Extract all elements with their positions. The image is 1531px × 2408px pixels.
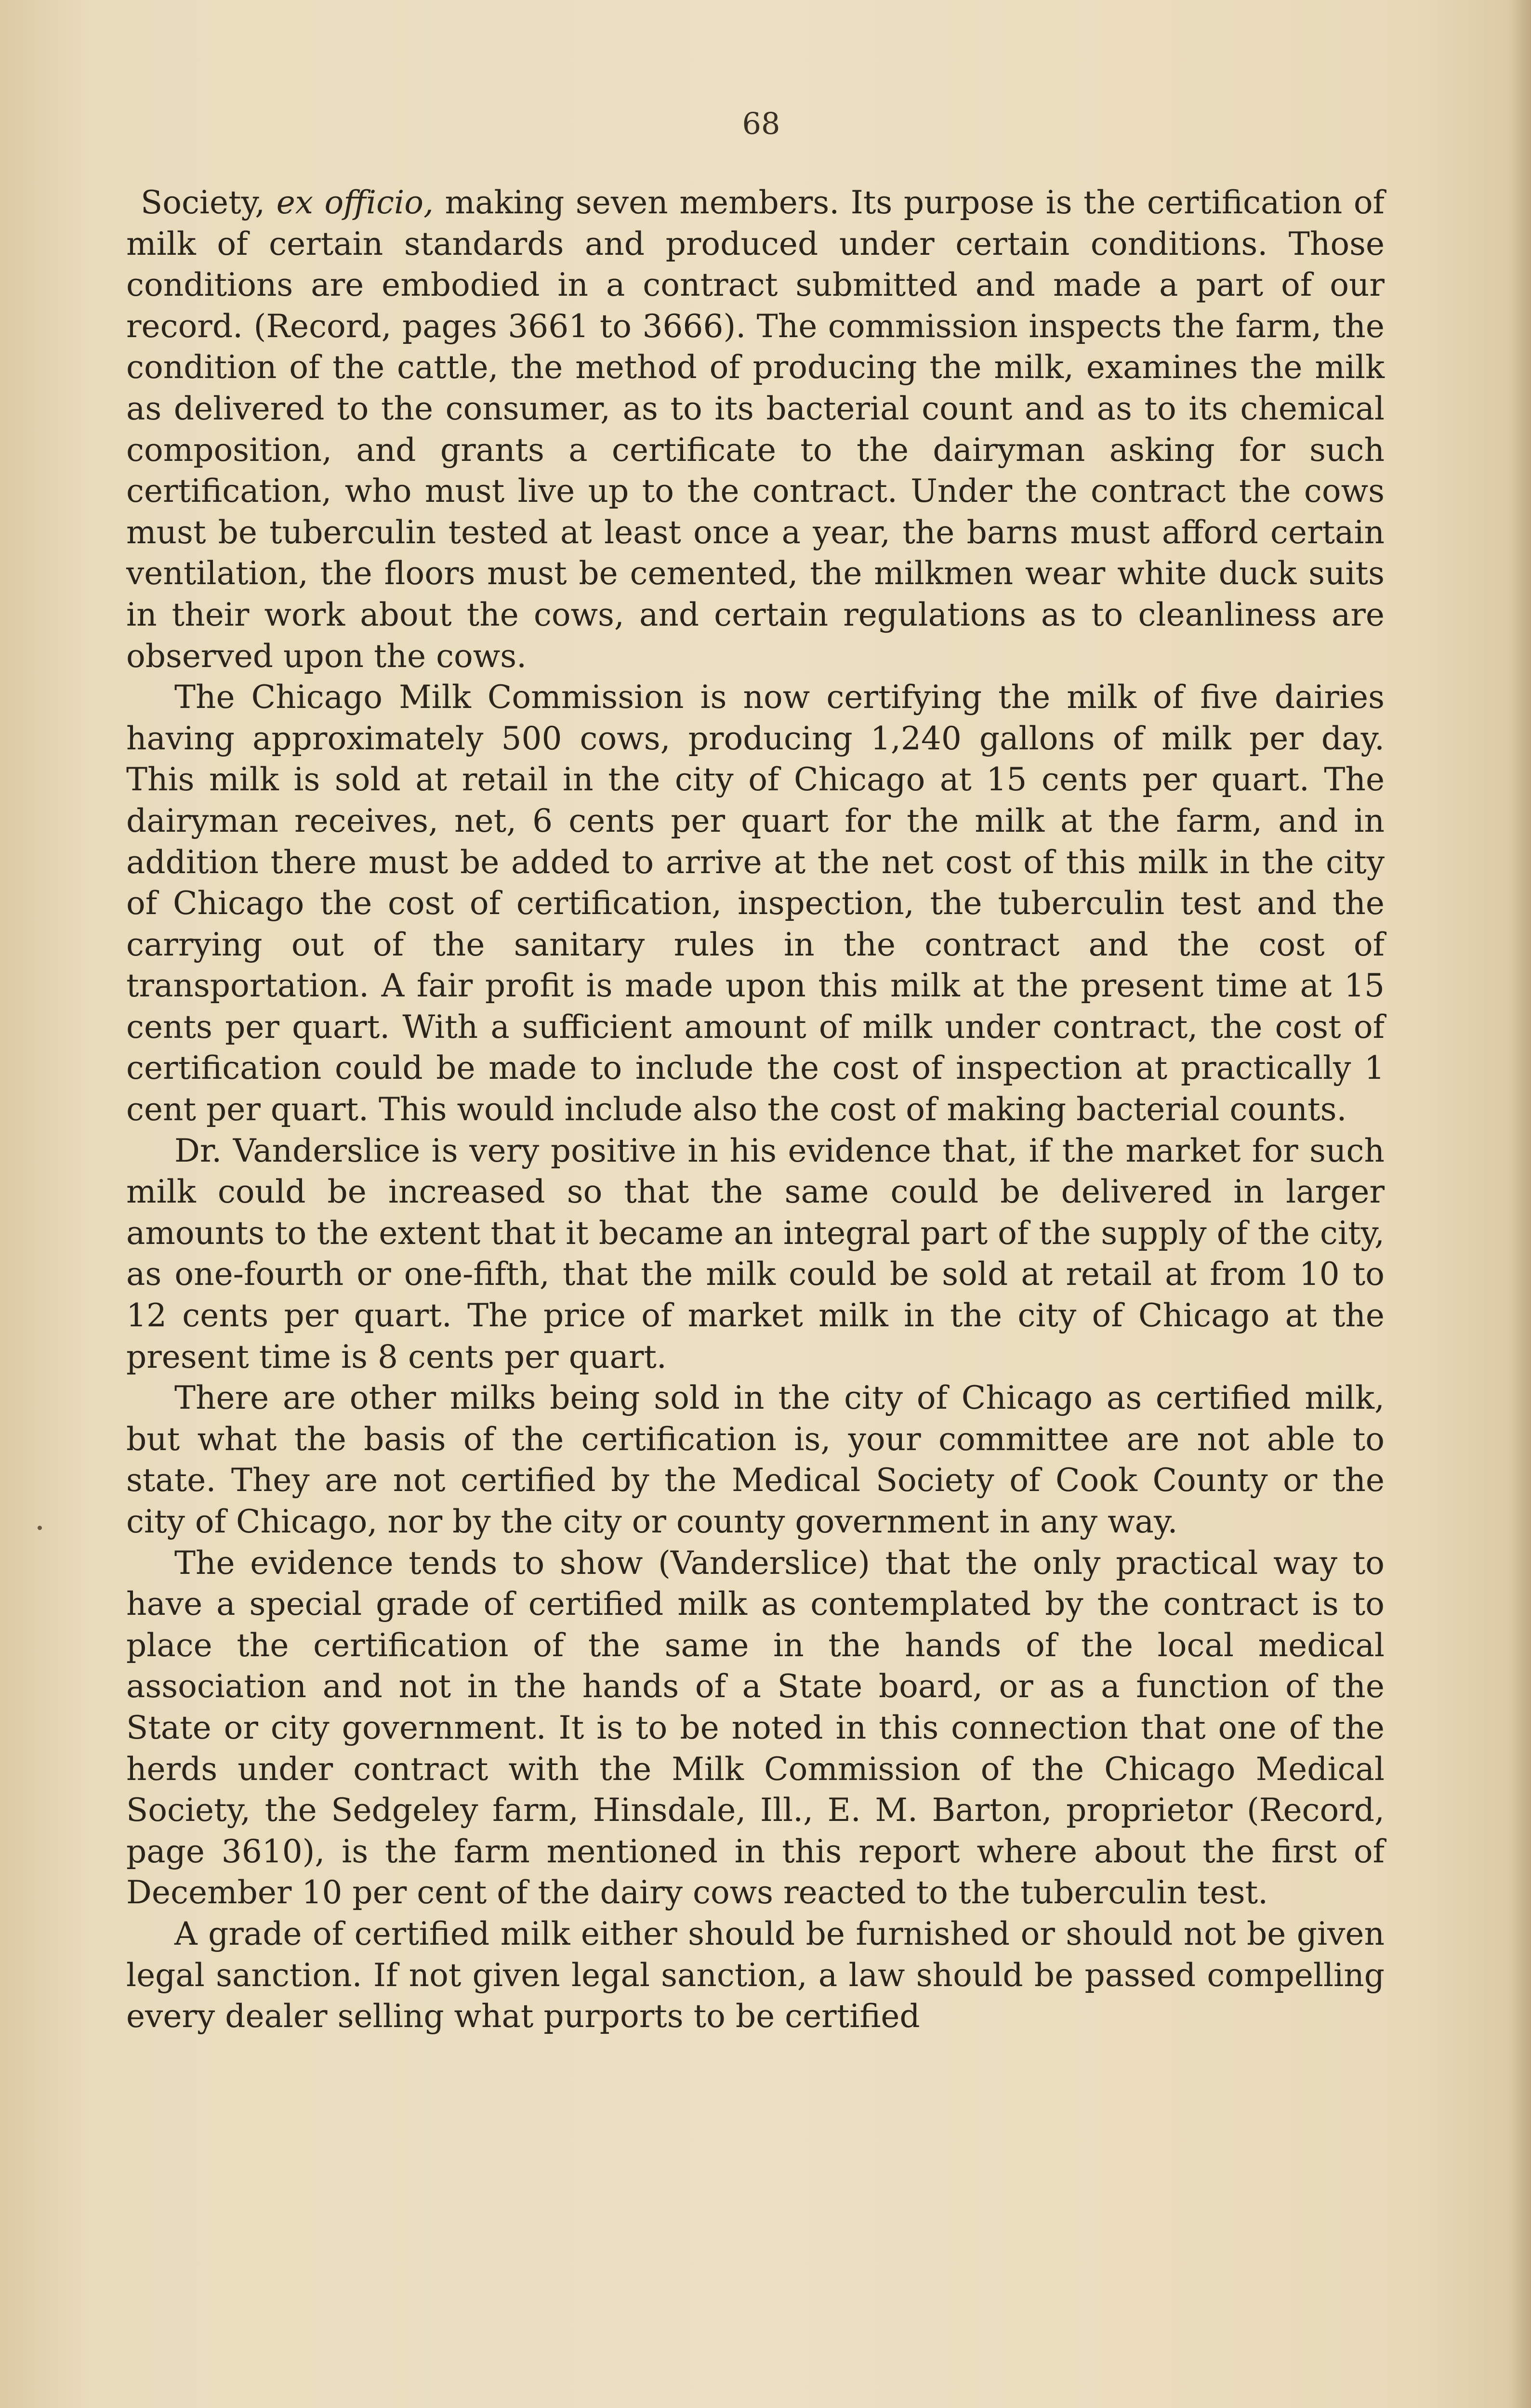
paragraph-1 [126, 182, 1385, 677]
print-speck [38, 1526, 42, 1530]
page-edge-shadow [1509, 0, 1531, 2408]
paragraph-1-text: making seven members. Its purpose is the certification of milk of certain standards and produced under certain conditions. Those conditions are embodied in a contract submitted and made a part of our record. (Record, pages 3661 to 3666). The commission inspects the farm, the condition of the cattle, the method of producing the milk, examines the milk as delivered to the consumer, as to its bacterial count and as to its chemical composition, and grants a certificate to the dairyman asking for such certification, who must live up to the contract. Under the contract the cows must be tuberculin tested at least once a year, the barns must afford certain ventilation, the floors must be cemented, the milkmen wear white duck suits in their work about the cows, and certain regulations as to cleanliness are observed upon the cows. [126, 184, 1385, 675]
page-number: 68 [742, 106, 780, 141]
paragraph-4: There are other milks being sold in the city of Chicago as certified milk, but what the basis of the certification is, your committee are not able to state. They are not certified by the Medical Society of Cook County or the city of Chicago, nor by the city or county government in any way. [126, 1379, 1385, 1540]
paragraph-1-lead: Society, [141, 184, 277, 221]
paragraph-1-italic: ex officio, [276, 184, 434, 221]
body-text [126, 182, 1385, 2037]
paragraph-5: The evidence tends to show (Vanderslice) that the only practical way to have a special grade of certified milk as contemplated by the contract is to place the certification of the same in the hands of the local medical association and not in the hands of a State board, or as a function of the State or city government. It is to be noted in this connection that one of the herds under contract with the Milk Commission of the Chicago Medical Society, the Sedgeley farm, Hinsdale, Ill., E. M. Barton, proprietor (Record, page 3610), is the farm mentioned in this report where about the first of December 10 per cent of the dairy cows reacted to the tuberculin test. [126, 1544, 1385, 1911]
paragraph-2: The Chicago Milk Commission is now certifying the milk of five dairies having approximately 500 cows, producing 1,240 gallons of milk per day. This milk is sold at retail in the city of Chicago at 15 cents per quart. The dairyman receives, net, 6 cents per quart for the milk at the farm, and in addition there must be added to arrive at the net cost of this milk in the city of Chicago the cost of certification, inspection, the tuberculin test and the carrying out of the sanitary rules in the contract and the cost of transportation. A fair profit is made upon this milk at the present time at 15 cents per quart. With a sufficient amount of milk under contract, the cost of certification could be made to include the cost of inspection at practically 1 cent per quart. This would include also the cost of making bacterial counts. [126, 679, 1385, 1128]
paragraph-6: A grade of certified milk either should be furnished or should not be given legal sanction. If not given legal sanction, a law should be passed compelling every dealer selling what purports to be certified [126, 1915, 1385, 2035]
paragraph-3: Dr. Vanderslice is very positive in his evidence that, if the market for such milk could be increased so that the same could be delivered in larger amounts to the extent that it became an integral part of the supply of the city, as one-fourth or one-fifth, that the milk could be sold at retail at from 10 to 12 cents per quart. The price of market milk in the city of Chicago at the present time is 8 cents per quart. [126, 1132, 1385, 1375]
